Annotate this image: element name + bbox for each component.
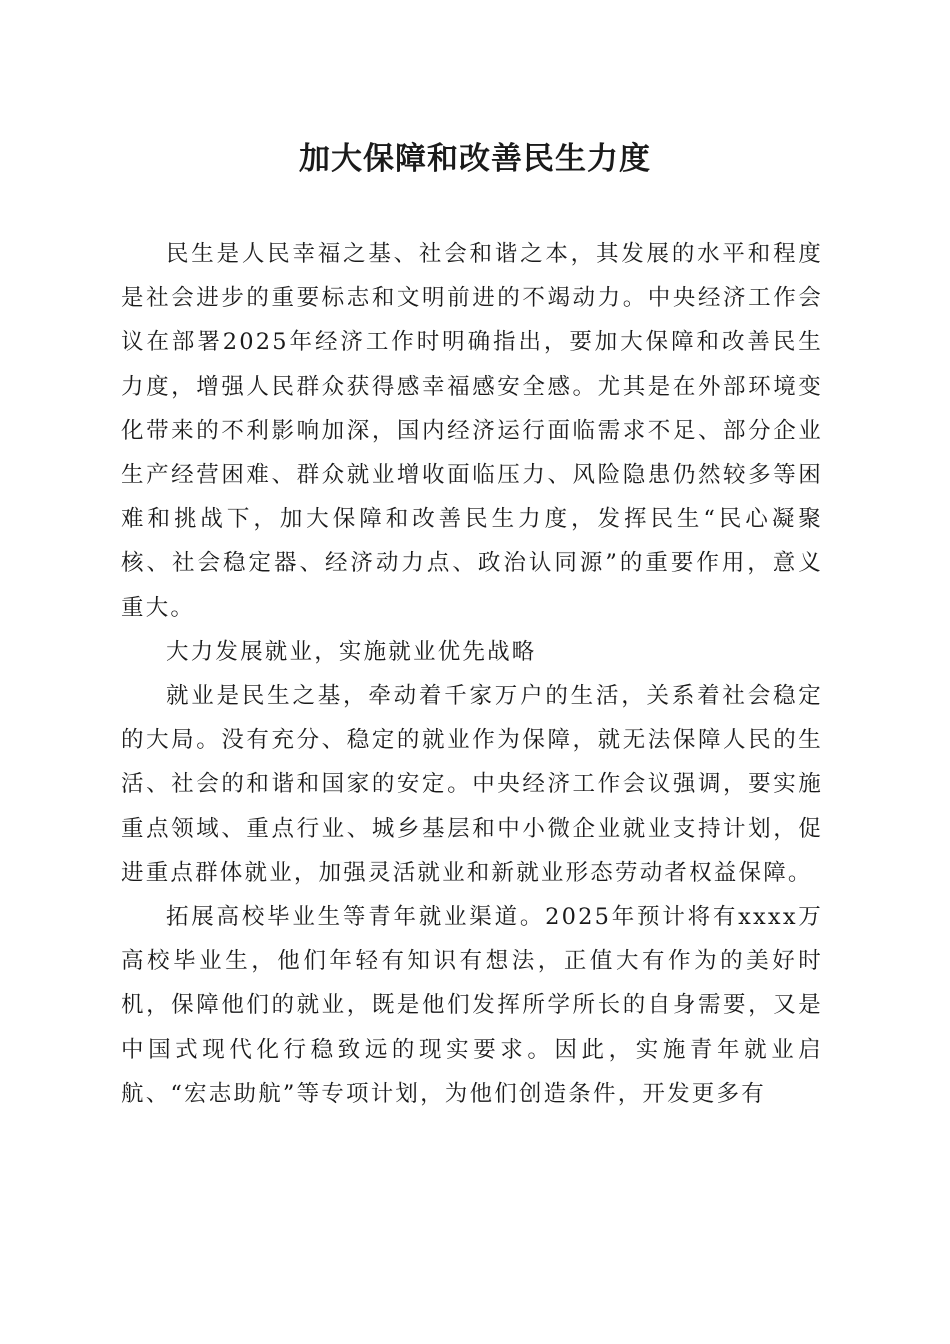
paragraph-employment: 就业是民生之基，牵动着千家万户的生活，关系着社会稳定的大局。没有充分、稳定的就业作为保障，就无法保障人民的生活、社会的和谐和国家的安定。中央经济工作会议强调，要实施重点领域、重点行业、城乡基层和中小微企业就业支持计划，促进重点群体就业，加强灵活就业和新就业形态劳动者权益保障。	[121, 683, 823, 886]
paragraph-intro: 民生是人民幸福之基、社会和谐之本，其发展的水平和程度是社会进步的重要标志和文明前进的不竭动力。中央经济工作会议在部署2025年经济工作时明确指出，要加大保障和改善民生力度，增强人民群众获得感幸福感安全感。尤其是在外部环境变化带来的不利影响加深，国内经济运行面临需求不足、部分企业生产经营困难、群众就业增收面临压力、风险隐患仍然较多等困难和挑战下，加大保障和改善民生力度，发挥民生“民心凝聚核、社会稳定器、经济动力点、政治认同源”的重要作用，意义重大。	[121, 241, 823, 621]
paragraph-graduates: 拓展高校毕业生等青年就业渠道。2025年预计将有xxxx万高校毕业生，他们年轻有知识有想法，正值大有作为的美好时机，保障他们的就业，既是他们发挥所学所长的自身需要，又是中国式现代化行稳致远的现实要求。因此，实施青年就业启航、“宏志助航”等专项计划，为他们创造条件，开发更多有	[121, 904, 823, 1107]
document-title: 加大保障和改善民生力度	[299, 141, 651, 177]
section-heading-employment: 大力发展就业，实施就业优先战略	[166, 638, 537, 665]
document-body	[121, 232, 823, 1116]
